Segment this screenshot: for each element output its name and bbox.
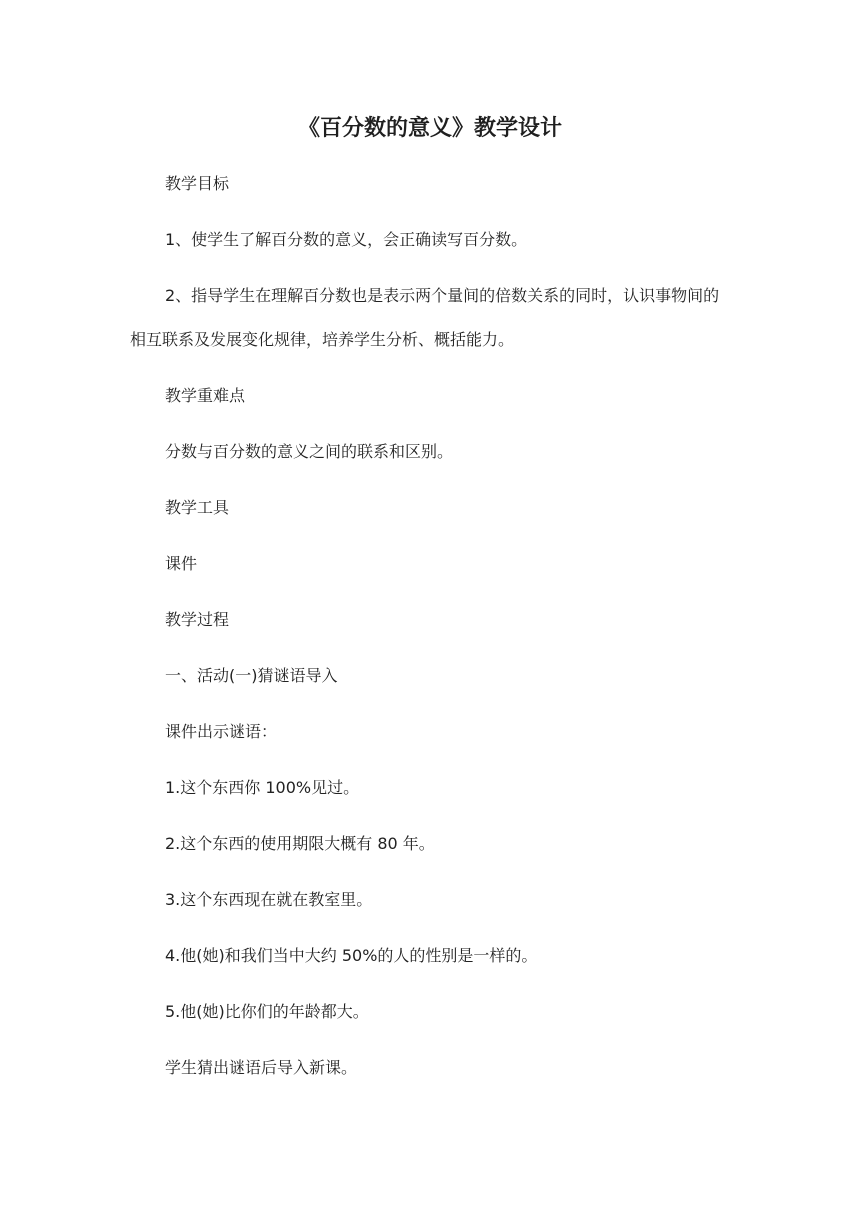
objective-1: 1、使学生了解百分数的意义，会正确读写百分数。 (165, 230, 528, 249)
riddle-3: 3.这个东西现在就在教室里。 (165, 890, 373, 909)
section-heading-objectives: 教学目标 (165, 174, 230, 193)
activity-1-heading: 一、活动(一)猜谜语导入 (165, 666, 338, 685)
riddle-1: 1.这个东西你 100%见过。 (165, 778, 360, 797)
riddle-conclusion: 学生猜出谜语后导入新课。 (165, 1058, 358, 1077)
document-title: 《百分数的意义》教学设计 (297, 116, 562, 141)
objective-2: 2、指导学生在理解百分数也是表示两个量间的倍数关系的同时，认识事物间的相互联系及发展变化规律，培养学生分析、概括能力。 (130, 286, 720, 349)
riddle-5: 5.他(她)比你们的年龄都大。 (165, 1002, 369, 1021)
tools-text: 课件 (165, 554, 198, 573)
section-heading-key-points: 教学重难点 (165, 386, 246, 405)
riddle-intro: 课件出示谜语： (165, 722, 278, 741)
section-heading-process: 教学过程 (165, 610, 230, 629)
riddle-2: 2.这个东西的使用期限大概有 80 年。 (165, 834, 435, 853)
section-heading-tools: 教学工具 (165, 498, 230, 517)
riddle-4: 4.他(她)和我们当中大约 50%的人的性别是一样的。 (165, 946, 538, 965)
key-points-text: 分数与百分数的意义之间的联系和区别。 (165, 442, 454, 461)
